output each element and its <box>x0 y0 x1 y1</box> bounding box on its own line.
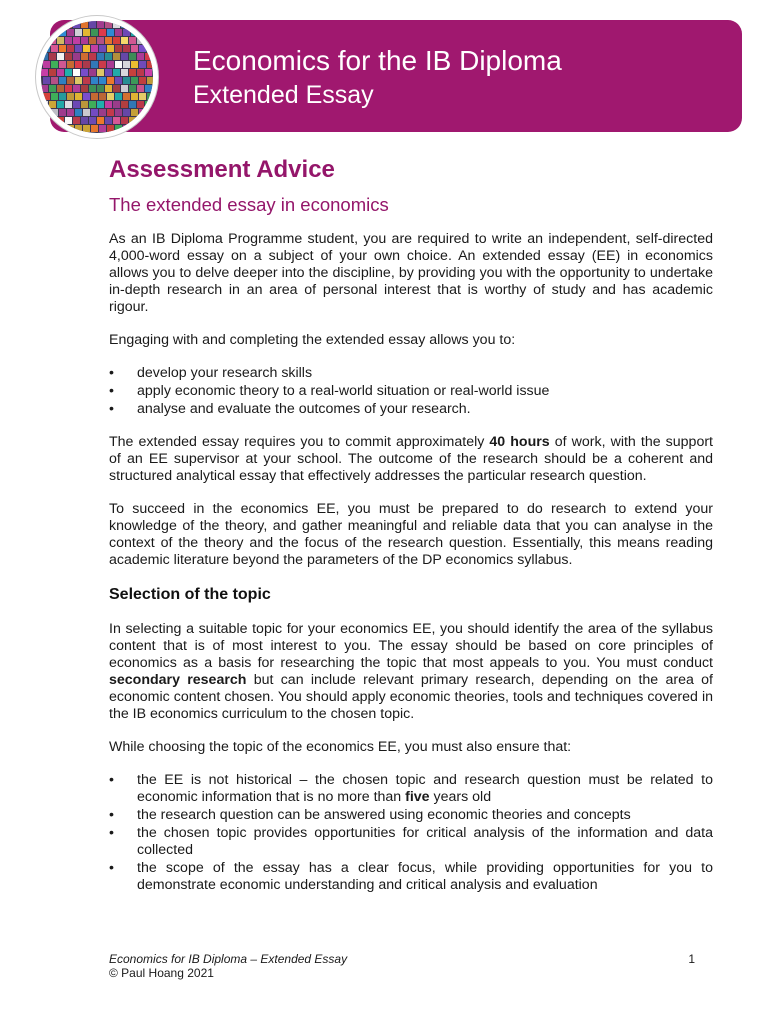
logo-tile <box>113 101 120 108</box>
logo-tile <box>107 61 114 68</box>
list-item: • develop your research skills <box>109 365 713 382</box>
logo-tile <box>49 85 56 92</box>
page-number: 1 <box>688 952 695 966</box>
logo-tile <box>131 45 138 52</box>
logo-tile <box>75 29 82 36</box>
logo-tile <box>43 29 50 36</box>
logo-tile <box>83 93 90 100</box>
logo-tile <box>59 109 66 116</box>
logo-tile <box>99 77 106 84</box>
succeed-paragraph: To succeed in the economics EE, you must be prepared to do research to extend your knowledge of the theory, and gather meaningful and reliable data that you can analyse in the context of the theory and the focus of the research question. Essentially, this means reading academic literature beyond the parameters of the DP economics syllabus. <box>109 501 713 568</box>
logo-tile <box>129 69 136 76</box>
emphasis-secondary-research: secondary research <box>109 672 247 688</box>
logo-tile <box>139 77 146 84</box>
logo-tile <box>91 61 98 68</box>
logo-tile <box>65 37 72 44</box>
logo-tile <box>97 21 104 28</box>
logo-tile <box>97 53 104 60</box>
logo-tile <box>67 109 74 116</box>
logo-tile <box>113 53 120 60</box>
logo-tile <box>65 69 72 76</box>
header-subtitle: Extended Essay <box>193 81 374 109</box>
allows-list <box>109 365 713 418</box>
logo-tile <box>59 45 66 52</box>
logo-tile <box>43 77 50 84</box>
logo-tile <box>97 37 104 44</box>
logo-tile <box>115 109 122 116</box>
logo-tile <box>49 69 56 76</box>
logo-tile <box>113 69 120 76</box>
logo-tile <box>131 77 138 84</box>
text-run: The extended essay requires you to commit approximately <box>109 434 490 450</box>
logo-tile <box>81 117 88 124</box>
logo-tile <box>81 85 88 92</box>
logo-tile <box>99 29 106 36</box>
text-run: of work, with the support of an EE supervisor at your school. The outcome of the research should be a coherent and structured analytical essay that effectively addresses the particular research question. <box>109 434 713 484</box>
logo-tile <box>89 101 96 108</box>
logo-tile <box>67 45 74 52</box>
list-item: • analyse and evaluate the outcomes of your research. <box>109 401 713 418</box>
logo-tile <box>145 85 152 92</box>
logo-tile <box>99 45 106 52</box>
logo-tile <box>115 61 122 68</box>
logo-tile <box>91 77 98 84</box>
logo-tile <box>67 93 74 100</box>
allows-intro-paragraph: Engaging with and completing the extended essay allows you to: <box>109 332 516 348</box>
logo-tile <box>91 109 98 116</box>
list-item: • the chosen topic provides opportunities for critical analysis of the information and data collected <box>109 825 713 859</box>
logo-tile <box>121 85 128 92</box>
logo-tile <box>75 45 82 52</box>
logo-tile <box>67 29 74 36</box>
logo-tile <box>89 69 96 76</box>
emphasis-hours: 40 hours <box>489 434 550 450</box>
intro-paragraph: As an IB Diploma Programme student, you are required to write an independent, self-directed 4,000-word essay on a subject of your own choice. An extended essay (EE) in economics allows you to delve deeper into the discipline, by providing you with the opportunity to undertake in-depth research in an area of personal interest that is worthy of study and has academic rigour. <box>109 231 713 315</box>
logo-tile <box>57 53 64 60</box>
logo-tile <box>83 45 90 52</box>
logo-tile <box>65 85 72 92</box>
logo-tile <box>105 53 112 60</box>
page-heading: Assessment Advice <box>109 156 335 183</box>
logo-tile <box>123 77 130 84</box>
logo-tile <box>49 53 56 60</box>
logo-tile <box>105 117 112 124</box>
logo-tile <box>41 69 48 76</box>
logo-tile <box>51 61 58 68</box>
logo-tile <box>123 109 130 116</box>
logo-tile <box>89 85 96 92</box>
logo-tile <box>123 29 130 36</box>
logo-tile <box>81 101 88 108</box>
document-body <box>109 150 713 910</box>
logo-tile <box>121 69 128 76</box>
logo-tile <box>89 37 96 44</box>
logo-tile <box>41 117 48 124</box>
list-item: • apply economic theory to a real-world situation or real-world issue <box>109 383 713 400</box>
logo-tile <box>75 61 82 68</box>
logo-tile <box>105 85 112 92</box>
logo-tile <box>91 45 98 52</box>
logo-tile <box>67 77 74 84</box>
logo-tile <box>73 85 80 92</box>
logo-tile <box>89 53 96 60</box>
logo-tile <box>139 61 146 68</box>
logo-tile <box>105 101 112 108</box>
logo-tile <box>107 45 114 52</box>
logo-tile <box>89 117 96 124</box>
logo-tile <box>129 101 136 108</box>
logo-tile <box>113 37 120 44</box>
logo-tile <box>91 93 98 100</box>
logo-tile <box>115 77 122 84</box>
logo-tile <box>123 93 130 100</box>
logo-tile <box>107 93 114 100</box>
footer-title: Economics for IB Diploma – Extended Essay <box>109 952 348 966</box>
logo-tile <box>65 101 72 108</box>
logo-tile <box>139 93 146 100</box>
logo-tile <box>137 53 144 60</box>
logo-tile <box>131 93 138 100</box>
logo-tile <box>107 77 114 84</box>
logo-tile <box>97 117 104 124</box>
footer-copyright: © Paul Hoang 2021 <box>109 966 214 980</box>
logo-tile <box>81 37 88 44</box>
logo-tile <box>115 29 122 36</box>
logo-tile <box>41 21 48 28</box>
logo-tile <box>43 125 50 132</box>
logo-tile <box>105 69 112 76</box>
text-run: the EE is not historical – the chosen topic and research question must be related to economic information that is no more than <box>137 772 713 805</box>
logo-tile <box>121 101 128 108</box>
logo-tile <box>73 69 80 76</box>
logo-tile <box>129 53 136 60</box>
logo-tile <box>121 37 128 44</box>
list-item: • the scope of the essay has a clear focus, while providing opportunities for you to demonstrate economic understanding and critical analysis and evaluation <box>109 860 713 894</box>
logo-tile <box>73 101 80 108</box>
logo-tile <box>123 45 130 52</box>
logo-tile <box>49 101 56 108</box>
logo-tile <box>131 61 138 68</box>
logo-tile <box>123 61 130 68</box>
logo-tile <box>137 85 144 92</box>
text-run: years old <box>429 789 492 805</box>
logo-tile <box>89 21 96 28</box>
list-item: • the research question can be answered using economic theories and concepts <box>109 807 713 824</box>
page-subheading: The extended essay in economics <box>109 194 389 215</box>
logo-tile <box>75 77 82 84</box>
logo-tile <box>73 117 80 124</box>
text-run: but can include relevant primary research, depending on the area of economic content chosen. You should apply economic theories, tools and techniques covered in the IB economics curriculum to the chosen topic. <box>109 672 713 722</box>
logo-tile <box>137 69 144 76</box>
logo-tile <box>81 21 88 28</box>
logo-tile <box>57 37 64 44</box>
logo-tile <box>115 93 122 100</box>
logo-tile <box>131 109 138 116</box>
logo-tile <box>57 69 64 76</box>
logo-tile <box>83 125 90 132</box>
logo-tile <box>107 109 114 116</box>
logo-tile <box>91 125 98 132</box>
logo-tile <box>65 53 72 60</box>
list-item <box>109 772 713 806</box>
logo-tile <box>137 101 144 108</box>
logo-tile <box>99 61 106 68</box>
logo-tile <box>83 109 90 116</box>
logo-tile <box>83 29 90 36</box>
logo-tile <box>57 85 64 92</box>
commitment-paragraph <box>109 434 713 485</box>
logo-tile <box>129 37 136 44</box>
logo-tile <box>99 109 106 116</box>
logo-tile <box>91 29 98 36</box>
logo-tile <box>41 85 48 92</box>
logo-tile <box>59 93 66 100</box>
text-run: In selecting a suitable topic for your economics EE, you should identify the area of the syllabus content that is of most interest to you. The essay should be based on core principles of economics as a basis for researching the topic that most appeals to you. You must conduct <box>109 621 713 671</box>
logo-tile <box>51 45 58 52</box>
logo-tile <box>65 117 72 124</box>
logo-tile <box>121 53 128 60</box>
logo-tile <box>99 93 106 100</box>
logo-tile <box>129 85 136 92</box>
logo-tile <box>75 93 82 100</box>
page-footer <box>109 952 695 980</box>
logo-tile <box>51 77 58 84</box>
logo-tile <box>81 69 88 76</box>
logo-tile <box>147 77 153 84</box>
logo-tile <box>107 29 114 36</box>
logo-tile <box>43 61 50 68</box>
logo-tile <box>67 61 74 68</box>
logo-tile <box>105 37 112 44</box>
emphasis-five: five <box>405 789 430 805</box>
logo-tile <box>113 117 120 124</box>
logo-tile <box>121 117 128 124</box>
logo-tile <box>97 69 104 76</box>
logo-tile <box>83 61 90 68</box>
logo-tile <box>99 125 106 132</box>
logo-tile <box>115 45 122 52</box>
ensure-list <box>109 772 713 894</box>
logo-tile <box>97 85 104 92</box>
logo-tile <box>51 93 58 100</box>
logo-tile <box>105 21 112 28</box>
logo-tile <box>57 101 64 108</box>
logo-tile <box>59 61 66 68</box>
logo-tile <box>73 53 80 60</box>
logo-tile <box>113 85 120 92</box>
logo-tile <box>145 69 152 76</box>
selecting-paragraph <box>109 621 713 723</box>
logo-tile <box>97 101 104 108</box>
ensure-intro-paragraph: While choosing the topic of the economics EE, you must also ensure that: <box>109 739 572 755</box>
section-heading: Selection of the topic <box>109 586 271 603</box>
logo-tile <box>81 53 88 60</box>
logo-tile <box>75 109 82 116</box>
logo-tile <box>83 77 90 84</box>
logo-tile <box>73 37 80 44</box>
header-title: Economics for the IB Diploma <box>193 45 562 76</box>
logo-tile <box>59 77 66 84</box>
colorful-market-stalls-photo-icon <box>41 21 153 133</box>
